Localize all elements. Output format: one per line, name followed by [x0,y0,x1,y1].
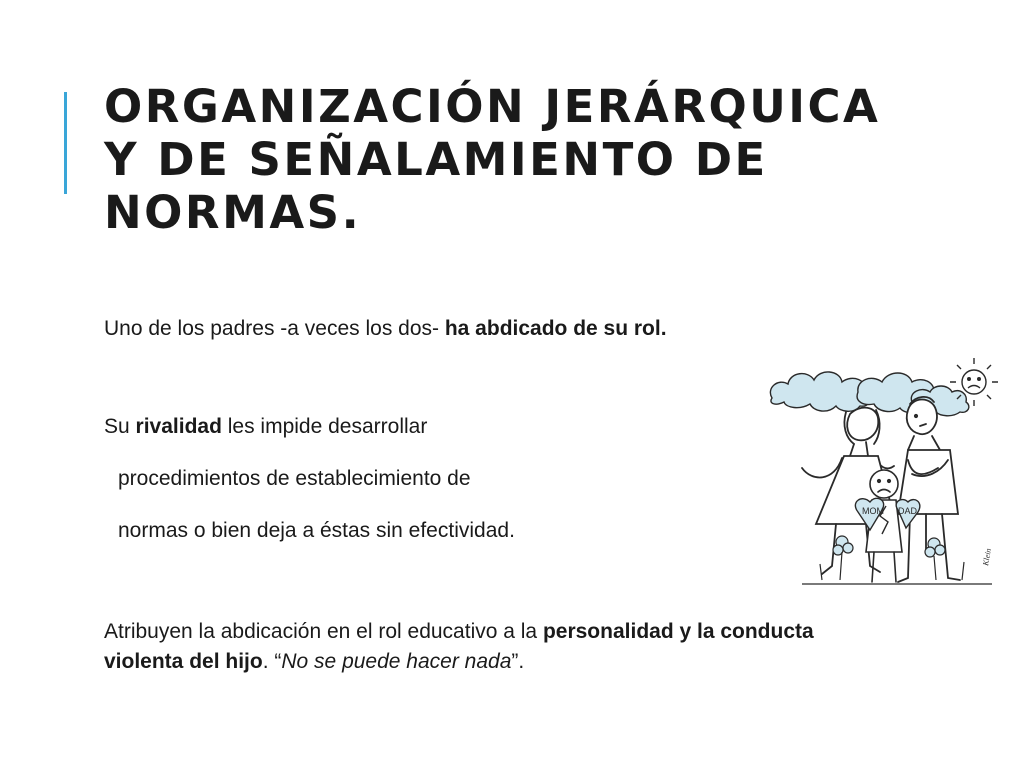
paragraph-rivalry-bold: rivalidad [135,415,222,438]
artist-signature: Klein [981,547,993,567]
paragraph-abdication-text: Uno de los padres -a veces los dos- [104,317,445,340]
paragraph-abdication-bold: ha abdicado de su rol. [444,317,667,340]
heart-left-label: MOM [862,506,884,516]
paragraph-rivalry-line3: normas o bien deja a éstas sin efectividad. [118,519,515,542]
paragraph-rivalry [104,412,704,442]
heart-right-label: DAD [898,506,918,516]
sad-sun-icon [950,358,998,406]
family-conflict-illustration [762,352,1012,600]
slide-title: ORGANIZACIÓN JERÁRQUICA Y DE SEÑALAMIENTO DE NORMAS. [104,80,881,239]
paragraph-rivalry-rest: les impide desarrollar [221,415,428,438]
title-accent-bar [64,92,67,194]
paragraph-abdication [104,314,804,344]
paragraph-attribution-end: ”. [511,650,525,673]
paragraph-rivalry-line2: procedimientos de establecimiento de [118,467,471,490]
paragraph-attribution-bold: personalidad y la conducta violenta del hijo [104,620,814,673]
paragraph-attribution-quote: No se puede hacer nada [281,650,512,673]
paragraph-attribution-sep: . “ [262,650,282,673]
paragraph-attribution-text: Atribuyen la abdicación en el rol educativo a la [104,620,543,643]
paragraph-attribution [104,617,884,677]
paragraph-rivalry-prefix: Su [104,415,136,438]
